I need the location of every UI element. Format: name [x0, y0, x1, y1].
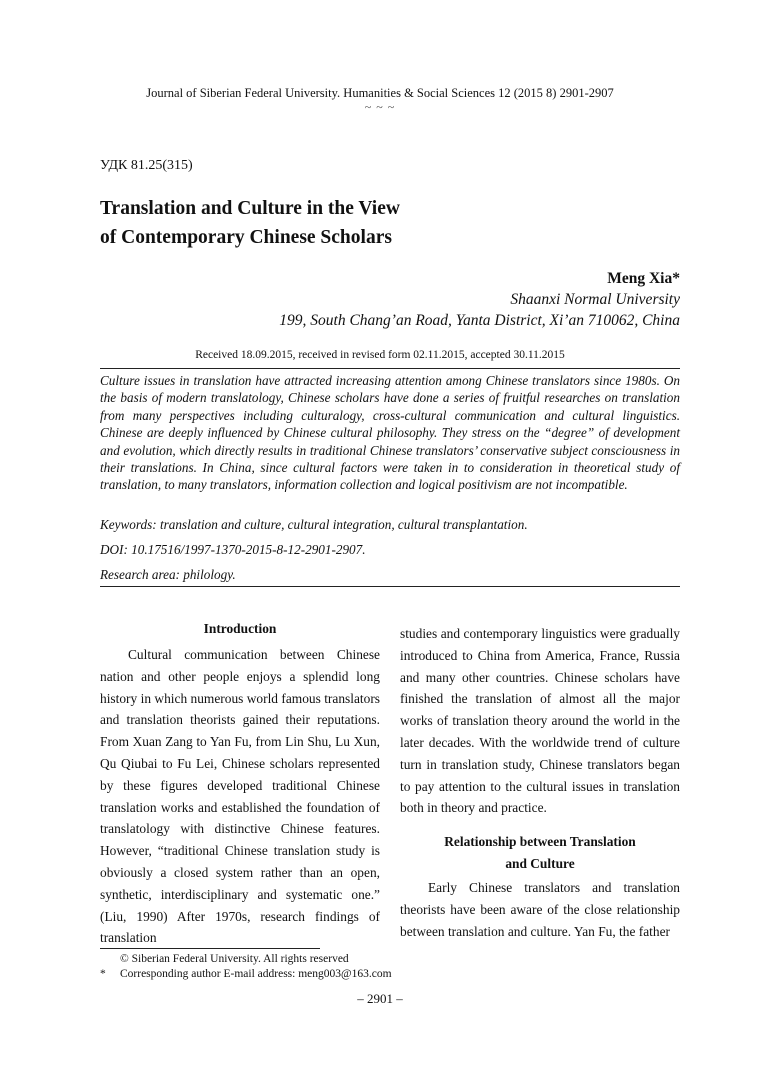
- relationship-paragraph: Early Chinese translators and translation theorists have been aware of the close relationship between translation and culture. Yan Fu, the father: [400, 880, 680, 939]
- footnote-email: Corresponding author E-mail address: meng003@163.com: [120, 968, 392, 980]
- title-line-2: of Contemporary Chinese Scholars: [100, 227, 392, 248]
- intro-paragraph-continued: studies and contemporary linguistics were gradually introduced to China from America, France, Russia and many other countries. Chinese scholars have finished the translation of almost all the major works of translation theory around the world in the later decades. With the worldwide trend of culture turn in translation study, Chinese translators began to pay attention to the cultural issues in translation both in theory and practice.: [400, 626, 680, 816]
- left-column: [100, 618, 380, 949]
- author-affiliation: Shaanxi Normal University: [510, 291, 680, 308]
- right-column: [400, 623, 680, 943]
- page-number: – 2901 –: [357, 991, 403, 1006]
- heading-line-2: and Culture: [505, 856, 575, 872]
- header-ornament: ~ ~ ~: [364, 100, 396, 114]
- doi: DOI: 10.17516/1997-1370-2015-8-12-2901-2907.: [100, 542, 366, 557]
- article-title: [100, 194, 600, 252]
- footnote-corresponding: [100, 967, 520, 982]
- received-dates: Received 18.09.2015, received in revised form 02.11.2015, accepted 30.11.2015: [195, 349, 565, 361]
- research-area: Research area: philology.: [100, 567, 236, 582]
- abstract-bottom-rule: [100, 586, 680, 587]
- intro-paragraph: Cultural communication between Chinese nation and other people enjoys a splendid long history in which numerous world famous translators and translation theorists gained their reputations. From Xuan Zang to Yan Fu, from Lin Shu, Lu Xun, Qu Qiubai to Fu Lei, Chinese scholars represented by these figures developed traditional Chinese translation works and established the foundation of translatology with distinctive Chinese features. However, “traditional Chinese translation study is obviously a closed system rather than an open, synthetic, interdisciplinary and systematic one.” (Liu, 1990) After 1970s, research findings of translation: [100, 647, 380, 946]
- footnote-marker: *: [100, 968, 106, 980]
- author-name: Meng Xia*: [607, 270, 680, 287]
- footnote-copyright: © Siberian Federal University. All rights reserved: [120, 953, 349, 965]
- section-heading-relationship: [400, 831, 680, 875]
- footnote-rule: [100, 948, 320, 949]
- author-address: 199, South Chang’an Road, Yanta District, Xi’an 710062, China: [279, 312, 680, 329]
- abstract-top-rule: [100, 368, 680, 369]
- author-block: [279, 268, 680, 331]
- journal-header: Journal of Siberian Federal University. Humanities & Social Sciences 12 (2015 8) 2901-2907: [146, 86, 614, 100]
- keywords: Keywords: translation and culture, cultural integration, cultural transplantation.: [100, 517, 528, 532]
- section-heading-introduction: Introduction: [203, 621, 277, 636]
- udk-code: УДК 81.25(315): [100, 158, 193, 173]
- heading-line-1: Relationship between Translation: [444, 834, 636, 850]
- abstract: Culture issues in translation have attracted increasing attention among Chinese translators since 1980s. On the basis of modern translatology, Chinese scholars have done a series of fruitful researches on translation from many perspectives including culturalogy, cross-cultural communication and cultural linguistics. Chinese are deeply influenced by Chinese cultural philosophy. They stress on the “degree” of development and evolution, which directly results in traditional Chinese translators’ conservative subject consciousness in their translations. In China, since cultural factors were taken in to consideration in theoretical study of translation, to many translators, information collection and logical positivism are not incompatible.: [100, 373, 680, 493]
- title-line-1: Translation and Culture in the View: [100, 198, 400, 219]
